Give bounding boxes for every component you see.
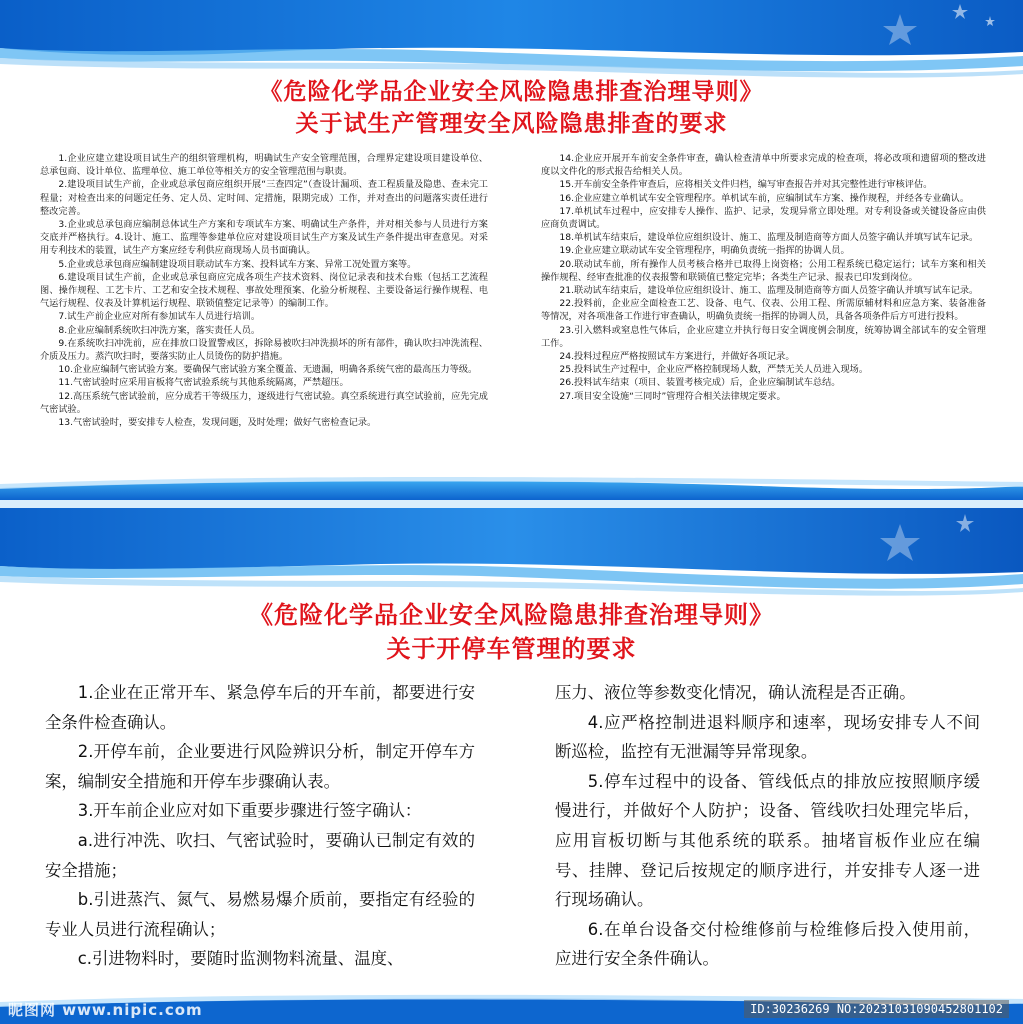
paragraph: 6.在单台设备交付检维修前与检维修后投入使用前，应进行安全条件确认。 bbox=[555, 919, 980, 969]
paragraph: 12.高压系统气密试验前，应分成若干等级压力，逐级进行气密试验。真空系统进行真空试验前，应先完成气密试验。 bbox=[40, 390, 488, 415]
paragraph: 4.应严格控制进退料顺序和速率，现场安排专人不间断巡检，监控有无泄漏等异常现象。 bbox=[555, 712, 980, 762]
paragraph: c.引进物料时，要随时监测物料流量、温度、 bbox=[77, 949, 404, 969]
panel-1-right-column bbox=[541, 152, 986, 403]
paragraph: 15.开车前安全条件审查后，应将相关文件归档，编写审查报告并对其完整性进行审核评估。 bbox=[559, 179, 933, 191]
poster-panel-bottom bbox=[0, 500, 1023, 1024]
paragraph: 22.投料前，企业应全面检查工艺、设备、电气、仪表、公用工程、所需原辅材料和应急方案、装备准备等情况，对各项准备工作进行审查确认，明确负责统一指挥的协调人员，具备各项条件后方可进行投料。 bbox=[541, 298, 986, 323]
paragraph: 19.企业应建立联动试车安全管理程序，明确负责统一指挥的协调人员。 bbox=[559, 245, 850, 257]
paragraph: b.引进蒸汽、氮气、易燃易爆介质前，要指定有经验的专业人员进行流程确认； bbox=[45, 890, 475, 939]
paragraph: 5.停车过程中的设备、管线低点的排放应按照顺序缓慢进行，并做好个人防护；设备、管线吹扫处理完毕后，应用盲板切断与其他系统的联系。抽堵盲板作业应在编号、挂牌、登记后按规定的顺序进行，并安排专人逐一进行现场确认。 bbox=[555, 771, 980, 910]
paragraph: 20.联动试车前，所有操作人员考核合格并已取得上岗资格；公用工程系统已稳定运行；试车方案和相关操作规程、经审查批准的仪表报警和联锁值已整定完毕；各类生产记录、报表已印发到岗位。 bbox=[541, 258, 986, 283]
panel-1-title-line-1: 《危险化学品企业安全风险隐患排查治理导则》 bbox=[259, 79, 764, 105]
paragraph: 16.企业应建立单机试车安全管理程序。单机试车前，应编制试车方案、操作规程，并经各专业确认。 bbox=[559, 192, 970, 204]
panel-2-right-column bbox=[555, 678, 980, 974]
panel-2-title-line-1: 《危险化学品企业安全风险隐患排查治理导则》 bbox=[249, 601, 774, 629]
paragraph: 17.单机试车过程中，应安排专人操作、监护、记录，发现异常立即处理。对专利设备或关键设备应由供应商负责调试。 bbox=[541, 205, 986, 231]
paragraph-continuation: 压力、液位等参数变化情况，确认流程是否正确。 bbox=[555, 683, 916, 702]
watermark-site: 昵图网 www.nipic.com bbox=[8, 1001, 203, 1019]
panel-2-title-line-2: 关于开停车管理的要求 bbox=[386, 635, 637, 663]
paragraph: 11.气密试验时应采用盲板将气密试验系统与其他系统隔离，严禁超压。 bbox=[58, 377, 349, 389]
paragraph: 18.单机试车结束后，建设单位应组织设计、施工、监理及制造商等方面人员签字确认并填写试车记录。 bbox=[559, 232, 979, 244]
paragraph: 2.开停车前，企业要进行风险辨识分析，制定开停车方案，编制安全措施和开停车步骤确认表。 bbox=[45, 742, 475, 791]
paragraph: 27.项目安全设施“三同时”管理符合相关法律规定要求。 bbox=[559, 390, 786, 402]
paragraph: 25.投料试生产过程中，企业应严格控制现场人数，严禁无关人员进入现场。 bbox=[559, 364, 869, 376]
paragraph: 24.投料过程应严格按照试车方案进行，并做好各项记录。 bbox=[559, 351, 795, 363]
panel-1-title bbox=[0, 76, 1023, 140]
panel-2-left-column bbox=[45, 678, 475, 974]
panel-2-title bbox=[0, 598, 1023, 666]
paragraph: 1.企业应建立建设项目试生产的组织管理机构，明确试生产安全管理范围，合理界定建设项目建设单位、总承包商、设计单位、监理单位、施工单位等相关方的安全管理范围与职责。 bbox=[40, 153, 488, 178]
paragraph: 26.投料试车结束（项目、装置考核完成）后，企业应编制试车总结。 bbox=[559, 377, 841, 389]
paragraph: 6.建设项目试生产前，企业或总承包商应完成各项生产技术资料、岗位记录表和技术台账（包括工艺流程图、操作规程、工艺卡片、工艺和安全技术规程、事故处理预案、化验分析规程、主要设备运行操作规程、电气运行规程、仪表及计算机运行规程、联锁值整定记录等）的编制工作。 bbox=[40, 271, 488, 310]
watermark-id: ID:30236269 NO:20231031090452801102 bbox=[744, 1000, 1009, 1018]
panel-1-left-column bbox=[40, 152, 488, 429]
paragraph: 3.企业或总承包商应编制总体试生产方案和专项试车方案、明确试生产条件，并对相关参与人员进行方案交底并严格执行。4.设计、施工、监理等参建单位应对建设项目试生产方案及试生产条件提出审查意见。对采用专利技术的装置，试生产方案应经专利供应商现场人员书面确认。 bbox=[40, 219, 488, 257]
paragraph: 8.企业应编制系统吹扫冲洗方案，落实责任人员。 bbox=[58, 324, 261, 336]
paragraph: 7.试生产前企业应对所有参加试车人员进行培训。 bbox=[58, 311, 261, 323]
paragraph: 13.气密试验时，要安排专人检查，发现问题，及时处理；做好气密检查记录。 bbox=[58, 417, 377, 429]
paragraph: 2.建设项目试生产前，企业或总承包商应组织开展“三查四定”（查设计漏项、查工程质量及隐患、查未完工程量；对检查出来的问题定任务、定人员、定时间、定措施，限期完成）工作，并对查出的问题落实责任进行整改完善。 bbox=[40, 179, 488, 217]
paragraph: 3.开车前企业应对如下重要步骤进行签字确认： bbox=[77, 801, 422, 821]
poster-panel-top bbox=[0, 0, 1023, 500]
paragraph: 23.引入燃料或窒息性气体后，企业应建立并执行每日安全调度例会制度，统筹协调全部试车的安全管理工作。 bbox=[541, 324, 986, 349]
paragraph: a.进行冲洗、吹扫、气密试验时，要确认已制定有效的安全措施； bbox=[45, 830, 475, 880]
paragraph: 5.企业或总承包商应编制建设项目联动试车方案、投料试车方案、异常工况处置方案等。 bbox=[58, 258, 417, 270]
panel-1-title-line-2: 关于试生产管理安全风险隐患排查的要求 bbox=[295, 111, 728, 137]
paragraph: 21.联动试车结束后，建设单位应组织设计、施工、监理及制造商等方面人员签字确认并填写试车记录。 bbox=[559, 285, 979, 297]
paragraph: 9.在系统吹扫冲洗前，应在排放口设置警戒区，拆除易被吹扫冲洗损坏的所有部件，确认吹扫冲洗流程、介质及压力。蒸汽吹扫时，要落实防止人员烫伤的防护措施。 bbox=[40, 337, 488, 363]
paragraph: 14.企业应开展开车前安全条件审查，确认检查清单中所要求完成的检查项，将必改项和遗留项的整改进度以文件化的形式报告给相关人员。 bbox=[541, 153, 986, 178]
paragraph: 1.企业在正常开车、紧急停车后的开车前，都要进行安全条件检查确认。 bbox=[45, 683, 475, 732]
paragraph: 10.企业应编制气密试验方案。要确保气密试验方案全覆盖、无遗漏，明确各系统气密的最高压力等级。 bbox=[58, 364, 478, 376]
